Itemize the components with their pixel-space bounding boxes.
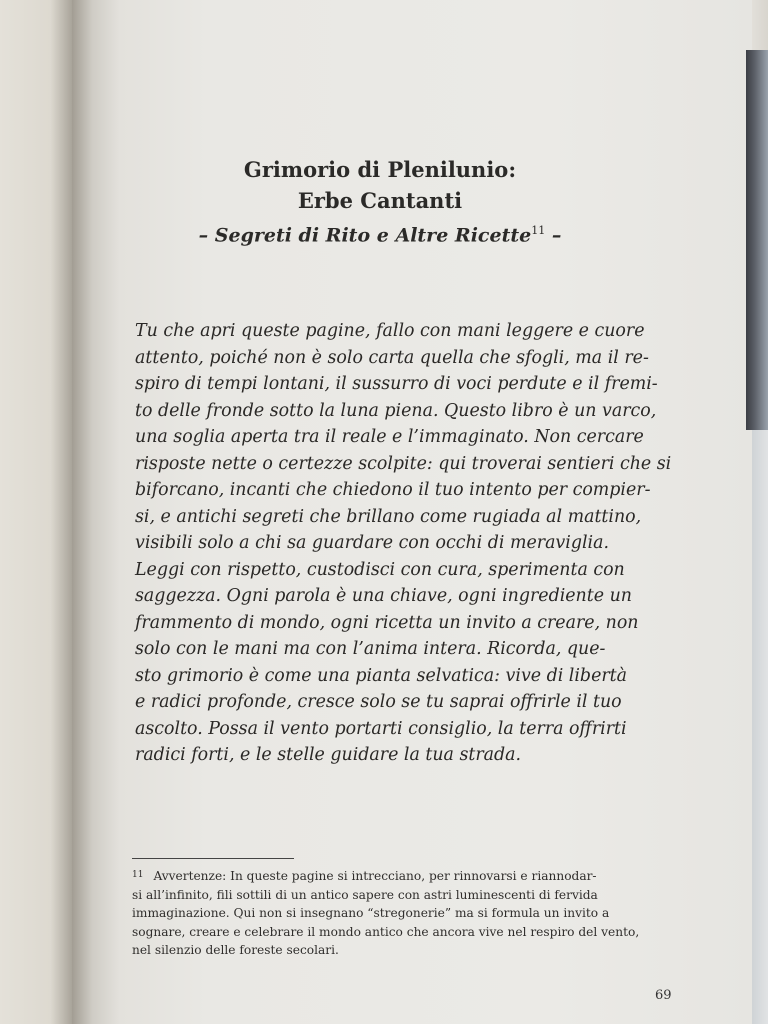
body-line: frammento di mondo, ogni ricetta un invito a creare, non bbox=[135, 612, 639, 633]
body-line: ascolto. Possa il vento portarti consiglio, la terra offrirti bbox=[135, 718, 627, 739]
body-line: risposte nette o certezze scolpite: qui troverai sentieri che si bbox=[135, 453, 672, 474]
body-line: attento, poiché non è solo carta quella che sfogli, ma il re- bbox=[135, 347, 649, 368]
footnote-number: 11 bbox=[132, 870, 144, 880]
body-line: saggezza. Ogni parola è una chiave, ogni ingrediente un bbox=[135, 586, 632, 606]
body-line: una soglia aperta tra il reale e l’immaginato. Non cercare bbox=[135, 427, 644, 447]
body-line: biforcano, incanti che chiedono il tuo intento per compier- bbox=[135, 480, 651, 500]
body-line: Leggi con rispetto, custodisci con cura, sperimenta con bbox=[135, 559, 625, 580]
footnote-divider bbox=[132, 858, 294, 859]
body-line: spiro di tempi lontani, il sussurro di voci perdute e il fremi- bbox=[135, 374, 658, 394]
body-line: radici forti, e le stelle guidare la tua strada. bbox=[135, 745, 522, 765]
body-line: e radici profonde, cresce solo se tu saprai offrirle il tuo bbox=[135, 692, 622, 712]
footnote-reference: 11 bbox=[531, 224, 546, 237]
body-paragraph bbox=[135, 318, 675, 769]
footnote-line: sognare, creare e celebrare il mondo antico che ancora vive nel respiro del vento, bbox=[132, 924, 640, 939]
subtitle-end: – bbox=[545, 224, 562, 247]
body-line: to delle fronde sotto la luna piena. Questo libro è un varco, bbox=[135, 400, 657, 421]
chapter-title-line-1: Grimorio di Plenilunio: bbox=[243, 157, 517, 182]
body-line: visibili solo a chi sa guardare con occhi di meraviglia. bbox=[135, 533, 609, 553]
footnote bbox=[132, 866, 677, 960]
chapter-subtitle bbox=[80, 224, 680, 246]
footnote-line-text: Avvertenze: In queste pagine si intrecciano, per rinnovarsi e riannodar- bbox=[153, 869, 597, 883]
footnote-line: immaginazione. Qui non si insegnano “stregonerie” ma si formula un invito a bbox=[132, 906, 610, 920]
footnote-line bbox=[132, 866, 677, 886]
subtitle-text: – Segreti di Rito e Altre Ricette bbox=[198, 224, 532, 247]
chapter-title-line-2: Erbe Cantanti bbox=[297, 188, 463, 213]
page-number: 69 bbox=[655, 988, 672, 1003]
background-surface bbox=[752, 430, 768, 1024]
footnote-line: si all’infinito, fili sottili di un antico sapere con astri luminescenti di fervida bbox=[132, 887, 598, 902]
footnote-line: nel silenzio delle foreste secolari. bbox=[132, 943, 339, 957]
body-line: Tu che apri queste pagine, fallo con mani leggere e cuore bbox=[135, 321, 645, 341]
body-line: sto grimorio è come una pianta selvatica: vive di libertà bbox=[135, 665, 628, 686]
body-line: solo con le mani ma con l’anima intera. Ricorda, que- bbox=[135, 639, 606, 659]
facing-page-edge bbox=[0, 0, 72, 1024]
book-cover-edge bbox=[746, 50, 768, 430]
body-line: si, e antichi segreti che brillano come rugiada al mattino, bbox=[135, 506, 642, 527]
